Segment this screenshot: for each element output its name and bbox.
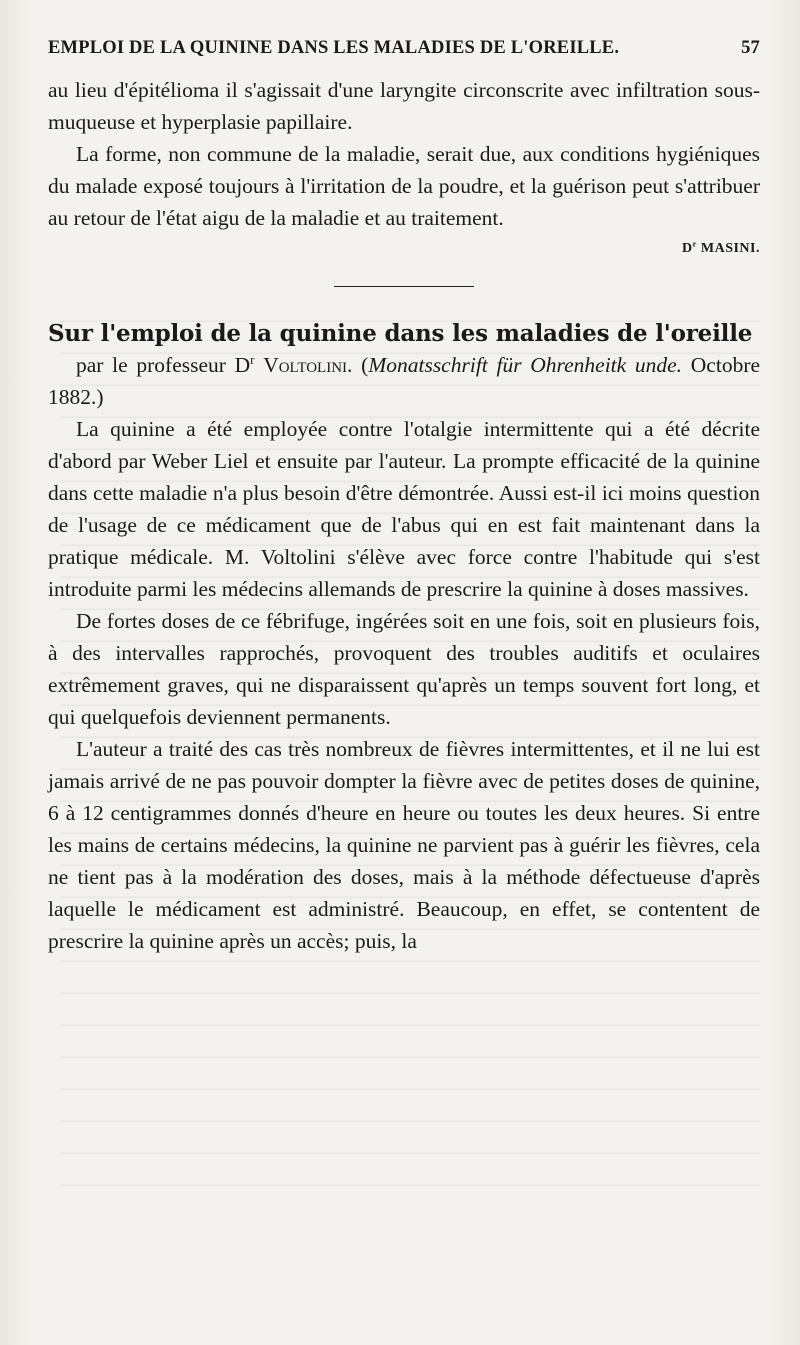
byline-date: Octobre 1882.) bbox=[48, 353, 761, 409]
paragraph-fortes-doses: De fortes doses de ce fébrifuge, ingérées soit en une fois, soit en plusieurs fois, à des intervalles rapprochés, provoquent des troubles auditifs et oculaires extrêmement graves, qui ne disparaissent qu'après un temps souvent fort long, et qui quelquefois deviennent permanents. bbox=[48, 609, 760, 729]
paragraph-auteur: L'auteur a traité des cas très nombreux de fièvres intermittentes, et il ne lui est jamais arrivé de ne pas pouvoir dompter la fièvre avec de petites doses de quinine, 6 à 12 centigrammes donnés d'heure en heure ou toutes les deux heures. Si entre les mains de certains médecins, la quinine ne parvient pas à guérir les fièvres, cela ne tient pas à la modération des doses, mais à la méthode défectueuse d'après laquelle le médicament est administré. Beaucoup, en effet, se contentent de prescrire la quinine après un accès; puis, la bbox=[48, 737, 760, 953]
byline-open-paren: ( bbox=[361, 353, 369, 377]
paragraph-continuation: au lieu d'épitélioma il s'agissait d'une laryngite circonscrite avec infiltration sous-muqueuse et hyperplasie papillaire. bbox=[48, 78, 760, 134]
section-divider bbox=[334, 286, 474, 287]
article-title: Sur l'emploi de la quinine dans les maladies de l'oreille bbox=[48, 320, 753, 347]
signature-sup: r bbox=[692, 239, 697, 249]
paragraph-quinine: La quinine a été employée contre l'otalgie intermittente qui a été décrite d'abord par Weber Liel et ensuite par l'auteur. La prompte efficacité de la quinine dans cette maladie n'a plus besoin d'être démontrée. Aussi est-il ici moins question de l'usage de ce médicament que de l'abus qui en est fait maintenant dans la pratique médicale. M. Voltolini s'élève avec force contre l'habitude qui s'est introduite parmi les médecins allemands de prescrire la quinine à doses massives. bbox=[48, 417, 760, 601]
page-number: 57 bbox=[741, 38, 760, 58]
byline-author: Voltolini. bbox=[263, 353, 353, 377]
body-text bbox=[48, 74, 760, 957]
paragraph-forme: La forme, non commune de la maladie, serait due, aux conditions hygiéniques du malade exposé toujours à l'irritation de la poudre, et la guérison peut s'attribuer au retour de l'état aigu de la maladie et au traitement. bbox=[48, 142, 760, 230]
byline-prefix: par le professeur D bbox=[76, 353, 251, 377]
running-title: EMPLOI DE LA QUININE DANS LES MALADIES DE L'OREILLE. bbox=[48, 38, 620, 58]
article-byline bbox=[48, 349, 760, 413]
running-header bbox=[48, 38, 760, 59]
signature-name: MASINI. bbox=[700, 241, 760, 256]
byline-journal: Monatsschrift für Ohrenheitk unde. bbox=[368, 353, 683, 377]
signature-prefix: D bbox=[682, 241, 693, 256]
byline-sup: r bbox=[250, 352, 255, 367]
signature bbox=[48, 234, 760, 264]
